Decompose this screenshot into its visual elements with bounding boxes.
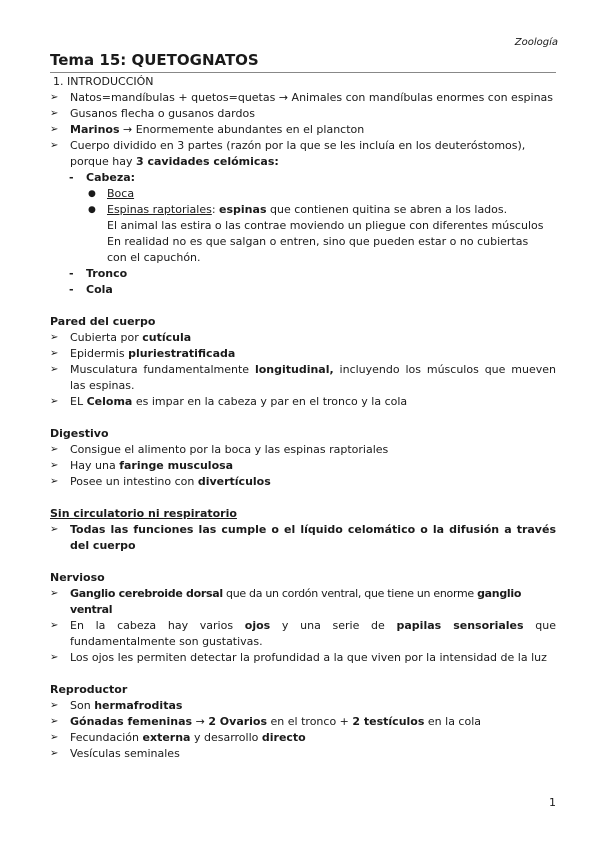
arrow-bullet-icon: ➢: [50, 476, 59, 487]
spacer: [50, 410, 556, 426]
list-item-text: que da un cordón ventral, que tiene un enorme: [222, 587, 478, 600]
list-item-text: Consigue el alimento por la boca y las espinas raptoriales: [70, 443, 389, 456]
list-item-text: es impar en la cabeza y par en el tronco y la cola: [132, 395, 408, 408]
document-body: [50, 74, 556, 762]
list-item-text: en la cola: [424, 715, 482, 728]
subsublist-continuation: [50, 234, 556, 250]
section-heading: Nervioso: [50, 571, 105, 584]
spacer: [50, 666, 556, 682]
list-item-text: Son: [70, 699, 95, 712]
list-item-bold: hermafroditas: [94, 699, 183, 712]
list-item-text: Gusanos flecha o gusanos dardos: [70, 107, 255, 120]
section-heading: Pared del cuerpo: [50, 315, 156, 328]
arrow-bullet-icon: ➢: [50, 396, 59, 407]
arrow-bullet-icon: ➢: [50, 732, 59, 743]
list-item: [50, 522, 556, 554]
arrow-bullet-icon: ➢: [50, 716, 59, 727]
list-item: [50, 362, 556, 394]
list-item-bold: longitudinal,: [254, 363, 334, 376]
list-item-text: Los ojos les permiten detectar la profundidad a la que viven por la intensidad de la luz: [70, 651, 547, 664]
page-number: 1: [549, 796, 556, 809]
subsublist-item-label: Espinas raptoriales: [107, 203, 212, 216]
sublist-item-text: Cola: [86, 283, 113, 296]
subsublist-continuation: [50, 218, 556, 234]
list-item-text: incluyendo los músculos que mueven las espinas.: [70, 363, 556, 392]
sublist-item-text: Tronco: [86, 267, 128, 280]
list-item-text: Cuerpo dividido en 3 partes (razón por la que se les incluía en los deuteróstomos), porque hay: [70, 139, 526, 168]
intro-heading: [50, 74, 556, 90]
list-item-bold: Gónadas femeninas: [70, 715, 193, 728]
list-item-bold: ganglio ventral: [70, 587, 522, 616]
list-item-text: que fundamentalmente son gustativas.: [70, 619, 556, 648]
dash-bullet-icon: -: [69, 267, 74, 280]
subsublist-continuation: [50, 250, 556, 266]
list-item-text: Epidermis: [70, 347, 129, 360]
section-heading: [50, 506, 556, 522]
list-item-text: En la cabeza hay varios: [70, 619, 245, 632]
list-item: [50, 714, 556, 730]
arrow-bullet-icon: ➢: [50, 524, 59, 535]
subject-label: Zoología: [514, 37, 558, 48]
spacer: [50, 554, 556, 570]
list-item-bold: 2 testículos: [352, 715, 425, 728]
list-item-text: Fecundación: [70, 731, 143, 744]
list-item-bold: ojos: [244, 619, 271, 632]
dot-bullet-icon: ●: [88, 189, 96, 199]
sublist-item: [50, 266, 556, 282]
subsublist-item-bold: espinas: [219, 203, 267, 216]
arrow-bullet-icon: ➢: [50, 620, 59, 631]
list-item-text: EL: [70, 395, 87, 408]
dot-bullet-icon: ●: [88, 205, 96, 215]
list-item-bold: externa: [142, 731, 191, 744]
arrow-bullet-icon: ➢: [50, 348, 59, 359]
section-number: 1.: [53, 75, 64, 88]
intro-heading-text: INTRODUCCIÓN: [67, 75, 154, 88]
list-item-text: en el tronco +: [267, 715, 353, 728]
list-item: [50, 650, 556, 666]
list-item-text: →: [192, 715, 209, 728]
list-item-text: Musculatura fundamentalmente: [70, 363, 255, 376]
dash-bullet-icon: -: [69, 171, 74, 184]
list-item-bold: 2 Ovarios: [208, 715, 268, 728]
list-item: [50, 106, 556, 122]
colon: :: [211, 203, 220, 216]
arrow-bullet-icon: ➢: [50, 460, 59, 471]
list-item-bold: cutícula: [142, 331, 192, 344]
arrow-bullet-icon: ➢: [50, 124, 59, 135]
list-item-text: Cubierta por: [70, 331, 143, 344]
list-item: [50, 138, 556, 170]
list-item: [50, 442, 556, 458]
list-item-bold: divertículos: [197, 475, 271, 488]
arrow-bullet-icon: ➢: [50, 444, 59, 455]
list-item: [50, 346, 556, 362]
spacer: [50, 490, 556, 506]
arrow-bullet-icon: ➢: [50, 652, 59, 663]
list-item: [50, 394, 556, 410]
dash-bullet-icon: -: [69, 283, 74, 296]
list-item-bold: faringe musculosa: [119, 459, 234, 472]
arrow-bullet-icon: ➢: [50, 332, 59, 343]
arrow-bullet-icon: ➢: [50, 748, 59, 759]
list-item-text: Vesículas seminales: [70, 747, 180, 760]
list-item-text: Natos=mandíbulas + quetos=quetas → Animales con mandíbulas enormes con espinas: [70, 91, 554, 104]
section-heading: Reproductor: [50, 683, 128, 696]
list-item-bold: directo: [261, 731, 306, 744]
continuation-text: con el capuchón.: [107, 251, 201, 264]
title-divider: [50, 72, 556, 73]
list-item-text: Todas las funciones las cumple o el líquido celomático o la difusión a través del cuerpo: [70, 523, 556, 552]
list-item: [50, 746, 556, 762]
arrow-bullet-icon: ➢: [50, 92, 59, 103]
list-item-text: y desarrollo: [190, 731, 262, 744]
list-item-bold: Marinos: [70, 123, 120, 136]
page-title: Tema 15: QUETOGNATOS: [50, 51, 259, 69]
subsublist-item-text: Boca: [107, 187, 135, 200]
arrow-bullet-icon: ➢: [50, 140, 59, 151]
section-heading-text: Sin circulatorio ni respiratorio: [50, 507, 237, 520]
list-item-bold: 3 cavidades celómicas:: [135, 155, 279, 168]
spacer: [50, 298, 556, 314]
arrow-bullet-icon: ➢: [50, 364, 59, 375]
arrow-bullet-icon: ➢: [50, 700, 59, 711]
sublist-item: [50, 170, 556, 186]
list-item: [50, 586, 556, 618]
arrow-bullet-icon: ➢: [50, 108, 59, 119]
list-item-bold: Ganglio cerebroide dorsal: [70, 587, 223, 600]
section-heading: Digestivo: [50, 427, 109, 440]
subsublist-item: [50, 202, 556, 218]
list-item: [50, 458, 556, 474]
list-item-bold: pluriestratificada: [128, 347, 236, 360]
list-item-bold: papilas sensoriales: [396, 619, 524, 632]
continuation-text: En realidad no es que salgan o entren, sino que pueden estar o no cubiertas: [107, 235, 529, 248]
continuation-text: El animal las estira o las contrae moviendo un pliegue con diferentes músculos: [107, 219, 544, 232]
list-item: [50, 730, 556, 746]
list-item: [50, 618, 556, 650]
list-item-text: Posee un intestino con: [70, 475, 198, 488]
list-item: [50, 698, 556, 714]
sublist-item-text: Cabeza:: [86, 171, 136, 184]
list-item-text: y una serie de: [270, 619, 397, 632]
sublist-item: [50, 282, 556, 298]
arrow-bullet-icon: ➢: [50, 588, 59, 599]
list-item: [50, 122, 556, 138]
list-item: [50, 330, 556, 346]
list-item: [50, 474, 556, 490]
subsublist-item: [50, 186, 556, 202]
subsublist-item-text: que contienen quitina se abren a los lados.: [266, 203, 508, 216]
list-item: [50, 90, 556, 106]
list-item-text: → Enormemente abundantes en el plancton: [119, 123, 365, 136]
list-item-bold: Celoma: [86, 395, 133, 408]
list-item-text: Hay una: [70, 459, 120, 472]
